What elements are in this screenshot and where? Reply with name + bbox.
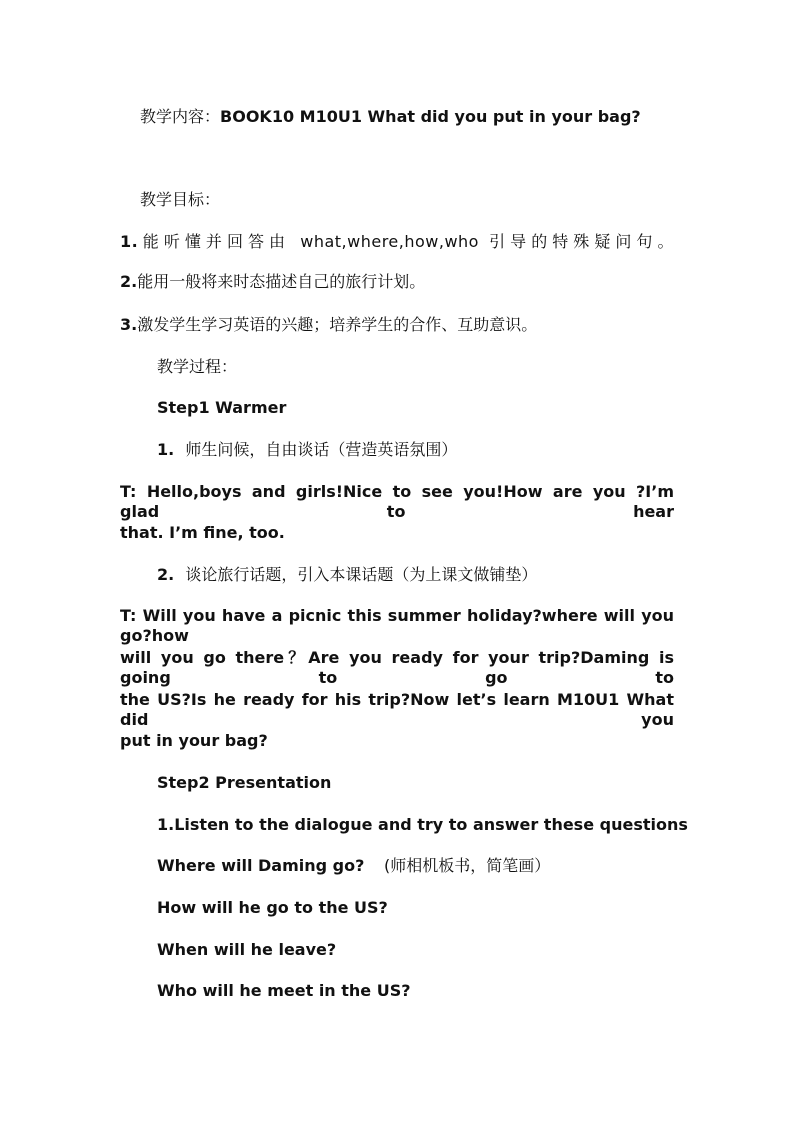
content-value: BOOK10 M10U1 What did you put in your bag? [220,107,641,126]
step1-item-2-num: 2. [157,565,175,584]
teacher-line-1a: T: Hello,boys and girls!Nice to see you!How are you ?I’m glad to hear [120,482,674,521]
teacher-line-1b: that. I’m fine, too. [120,523,285,542]
question-4: Who will he meet in the US? [157,981,411,1000]
step2-item-1: 1.Listen to the dialogue and try to answer these questions [157,815,688,834]
teacher-line-2b: will you go there？Are you ready for your trip?Daming is going to go to [120,648,674,687]
step1-item-2-text: 谈论旅行话题，引入本课话题（为上课文做铺垫） [185,565,538,584]
step1-item-1-num: 1. [157,440,175,459]
question-1: Where will Daming go? [157,856,365,875]
question-3: When will he leave? [157,940,337,959]
question-2: How will he go to the US? [157,898,388,917]
step1-item-1 [157,440,457,460]
lesson-content-line [140,107,641,127]
step2-title: Step2 Presentation [157,773,332,792]
goal-2-text: 能用一般将来时态描述自己的旅行计划。 [137,272,426,291]
goal-1 [120,232,674,252]
goals-heading: 教学目标： [140,190,221,209]
step1-item-2 [157,565,537,585]
content-label: 教学内容： [140,107,221,126]
goal-1-num: 1. [120,232,139,251]
goal-1-text: 能听懂并回答由 what,where,how,who 引导的特殊疑问句。 [138,232,674,251]
goal-2-num: 2. [120,272,138,291]
question-1-note: (师相机板书，简笔画） [384,856,551,875]
process-heading: 教学过程： [157,357,238,376]
teacher-line-2a: T: Will you have a picnic this summer holiday?where will you go?how [120,606,674,645]
goal-3-num: 3. [120,315,138,334]
goal-3 [120,315,537,335]
goal-3-text: 激发学生学习英语的兴趣；培养学生的合作、互助意识。 [137,315,538,334]
teacher-line-2d: put in your bag? [120,731,268,750]
teacher-line-2c: the US?Is he ready for his trip?Now let’s learn M10U1 What did you [120,690,674,729]
step1-title: Step1 Warmer [157,398,287,417]
goal-2 [120,272,425,292]
step1-item-1-text: 师生问候，自由谈话（营造英语氛围） [185,440,458,459]
